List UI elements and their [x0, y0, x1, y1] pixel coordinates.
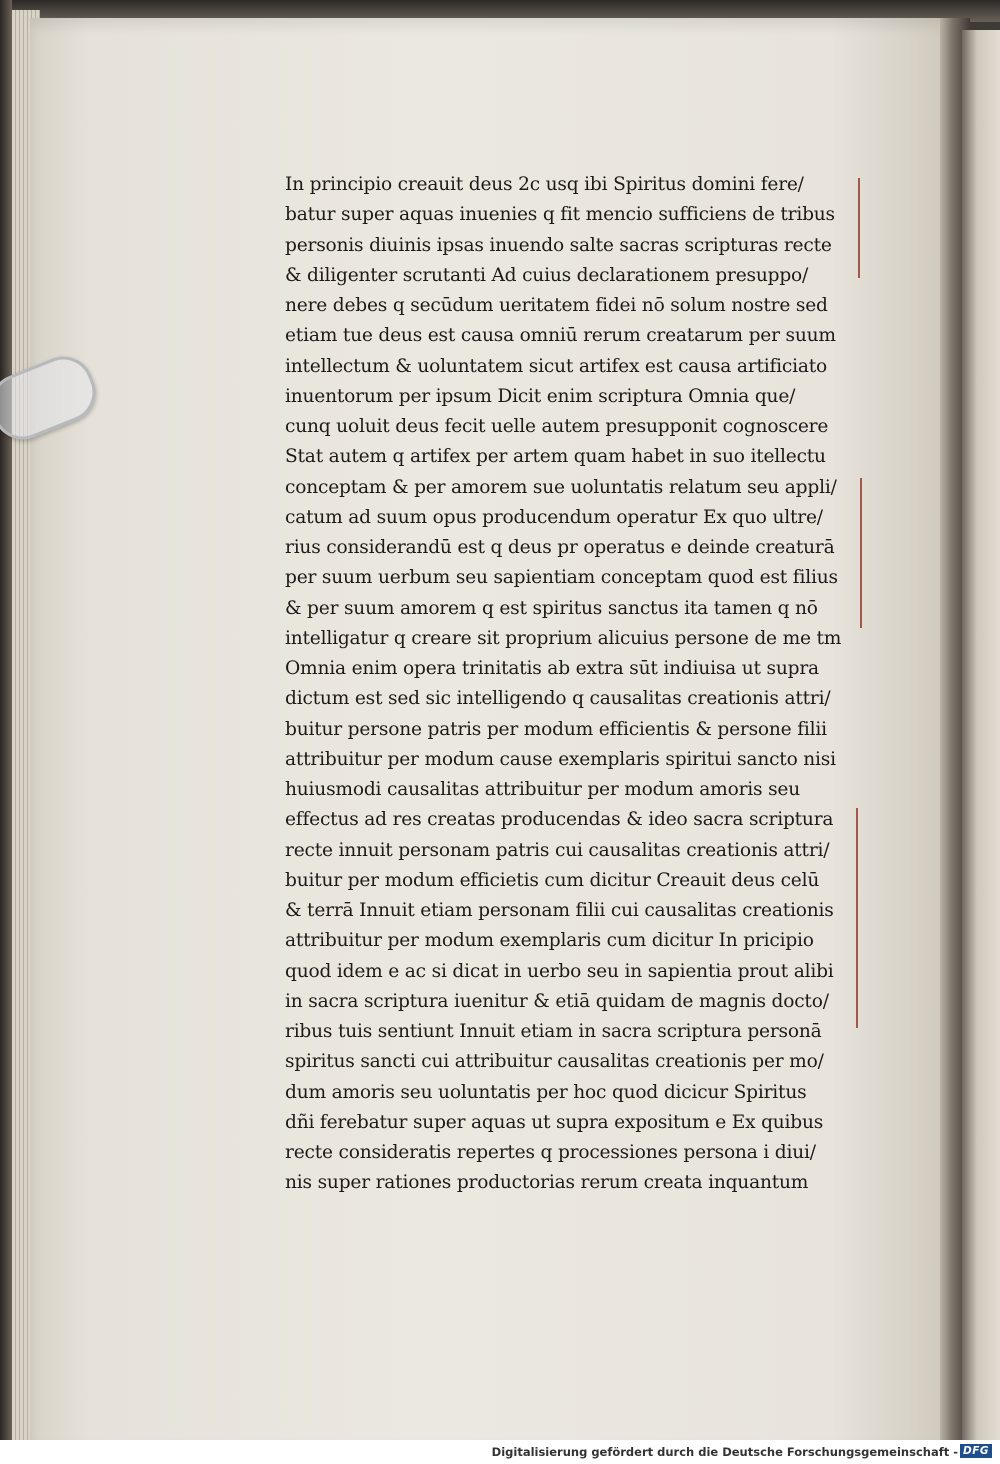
text-line: intellectum & uoluntatem sicut artifex est causa artificiato — [285, 355, 828, 377]
text-line: intelligatur q creare sit proprium alicuius persone de me tm — [285, 627, 842, 649]
text-line: & terrā Innuit etiam personam filii cui causalitas creationis — [285, 900, 834, 921]
text-line: dum amoris seu uoluntatis per hoc quod dicicur Spiritus — [285, 1081, 807, 1103]
text-line: attribuitur per modum cause exemplaris spiritui sancto nisi — [285, 748, 836, 770]
text-line: effectus ad res creatas producendas & ideo sacra scriptura — [285, 809, 834, 831]
text-line: conceptam & per amorem sue uoluntatis relatum seu appli/ — [285, 476, 837, 498]
rubric-mark — [846, 478, 862, 628]
incunable-text-block — [285, 170, 855, 1199]
text-line: recte innuit personam patris cui causalitas creationis attri/ — [285, 839, 830, 861]
text-line: rius considerandū est q deus pr operatus e deinde creaturā — [285, 537, 835, 558]
text-line: nis super rationes productorias rerum creata inquantum — [285, 1172, 809, 1194]
text-line: & diligenter scrutanti Ad cuius declarationem presuppo/ — [285, 264, 809, 286]
dfg-logo: DFG — [960, 1444, 992, 1458]
text-line: inuentorum per ipsum Dicit enim scriptura Omnia que/ — [285, 385, 796, 407]
text-line: attribuitur per modum exemplaris cum dicitur In pricipio — [285, 930, 814, 952]
text-line: catum ad suum opus producendum operatur Ex quo ultre/ — [285, 506, 823, 528]
text-line: etiam tue deus est causa omniū rerum creatarum per suum — [285, 325, 836, 347]
text-line: recte consideratis repertes q processiones persona i diui/ — [285, 1142, 816, 1163]
text-line: In principio creauit deus 2c usq ibi Spiritus domini fere/ — [285, 174, 804, 195]
text-line: in sacra scriptura iuenitur & etiā quidam de magnis docto/ — [285, 990, 829, 1012]
text-line: huiusmodi causalitas attribuitur per modum amoris seu — [285, 779, 801, 800]
text-line: per suum uerbum seu sapientiam conceptam quod est filius — [285, 567, 838, 589]
rubric-mark — [842, 808, 858, 1028]
text-line: dictum est sed sic intelligendo q causalitas creationis attri/ — [285, 688, 831, 710]
text-line: cunq uoluit deus fecit uelle autem presupponit cognoscere — [285, 416, 829, 437]
text-line: buitur per modum efficietis cum dicitur Creauit deus celū — [285, 869, 820, 891]
text-line: quod idem e ac si dicat in uerbo seu in sapientia prout alibi — [285, 960, 834, 982]
digitization-footer — [0, 1440, 1000, 1464]
text-line: buitur persone patris per modum efficientis & persone filii — [285, 718, 827, 740]
rubric-mark — [844, 178, 860, 278]
text-line: ribus tuis sentiunt Innuit etiam in sacra scriptura personā — [285, 1021, 822, 1042]
text-line: & per suum amorem q est spiritus sanctus ita tamen q nō — [285, 597, 818, 619]
text-line: Omnia enim opera trinitatis ab extra sūt indiuisa ut supra — [285, 658, 819, 679]
text-line: personis diuinis ipsas inuendo salte sacras scripturas recte — [285, 234, 832, 256]
left-binding — [0, 0, 12, 1440]
facing-page-edge — [962, 30, 1000, 1440]
text-line: batur super aquas inuenies q fit mencio sufficiens de tribus — [285, 204, 835, 226]
text-line: dñi ferebatur super aquas ut supra expositum e Ex quibus — [285, 1111, 824, 1133]
text-line: Stat autem q artifex per artem quam habet in suo itellectu — [285, 446, 826, 468]
funding-credit: Digitalisierung gefördert durch die Deutsche Forschungsgemeinschaft - — [491, 1445, 958, 1459]
text-line: nere debes q secūdum ueritatem fidei nō solum nostre sed — [285, 295, 828, 316]
text-line: spiritus sancti cui attribuitur causalitas creationis per mo/ — [285, 1051, 824, 1073]
